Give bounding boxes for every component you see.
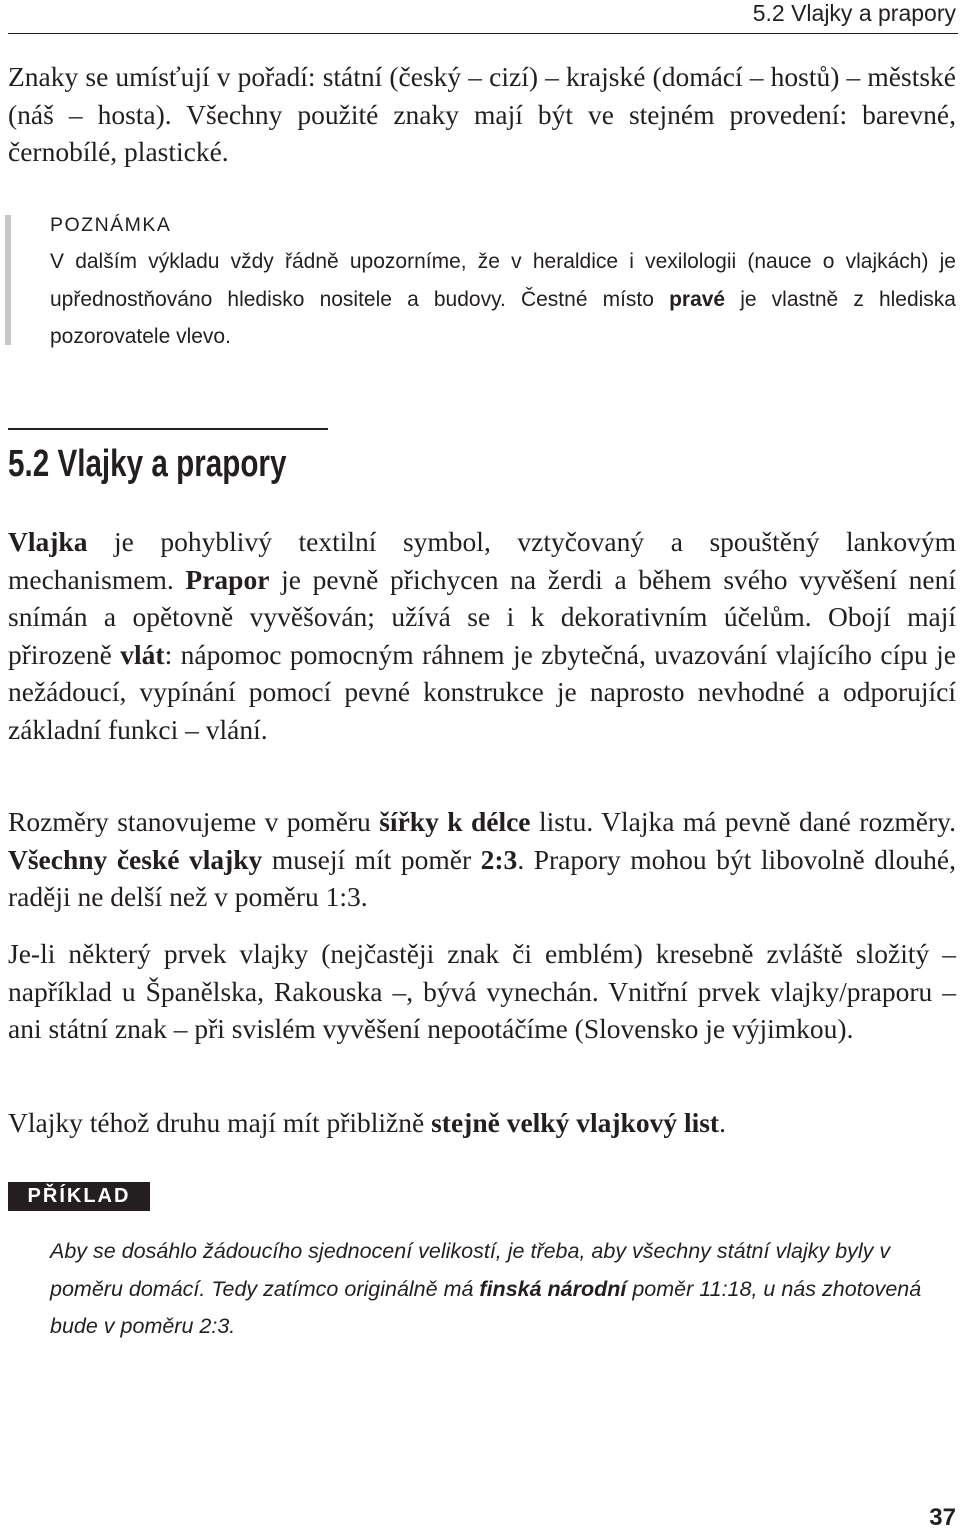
p4-text-1: Vlajky téhož druhu mají mít přibližně xyxy=(8,1107,432,1138)
note-text-1: V dalším výkladu vždy řádně upozorníme, že v heraldice i vexilologii (nauce o vlajkách) je upřednostňováno hledisko nositele a budovy. Čestné místo xyxy=(50,250,956,311)
p2-text-2: listu. Vlajka má pevně dané rozměry. xyxy=(530,806,956,837)
term-sirky-k-delce: šířky k délce xyxy=(379,806,531,837)
running-header: 5.2 Vlajky a prapory xyxy=(752,0,956,26)
term-prapor: Prapor xyxy=(185,563,270,595)
note-paragraph xyxy=(50,243,956,356)
example-bold-1: finská národní xyxy=(479,1276,627,1301)
body-paragraph-4 xyxy=(8,1104,956,1142)
example-text-1: Aby se dosáhlo žádoucího sjednocení velikostí, je třeba, aby všechny státní vlajky byly v poměru domácí. Tedy zatímco originálně má xyxy=(50,1239,891,1301)
p1-text-1: je pohyblivý textilní symbol, vztyčovaný a spouštěný lankovým mechanismem. xyxy=(8,526,956,595)
p1-text-3: : nápomoc pomocným ráhnem je zbytečná, uvazování vlajícího cípu je nežádoucí, vypínání pomocí pevné konstrukce je naprosto nevhodné a odporující základní funkci – vlání. xyxy=(8,638,956,745)
note-text-2: je vlastně z hlediska pozorovatele vlevo. xyxy=(50,287,956,348)
note-sidebar-bar xyxy=(5,215,11,345)
intro-paragraph: Znaky se umísťují v pořadí: státní (český – cizí) – krajské (domácí – hostů) – městské (náš – hosta). Všechny použité znaky mají být ve stejném provedení: barevné, černobílé, plastické. xyxy=(8,61,956,167)
p2-text-1: Rozměry stanovujeme v poměru xyxy=(8,806,380,837)
body-paragraph-2 xyxy=(8,803,956,916)
example-text-2: poměr 11:18, u nás zhotovená bude v poměru 2:3. xyxy=(50,1276,922,1338)
term-vlajka: Vlajka xyxy=(8,526,88,557)
p4-text-2: . xyxy=(719,1107,726,1138)
example-paragraph xyxy=(50,1233,956,1346)
term-vsechny-ceske-vlajky: Všechny české vlajky xyxy=(8,843,263,875)
page-number: 37 xyxy=(929,1504,956,1531)
body-paragraph-3: Je-li některý prvek vlajky (nejčastěji znak či emblém) kresebně zvláště složitý – například u Španělska, Rakouska –, bývá vynechán. Vnitřní prvek vlajky/praporu – ani státní znak – při svislém vyvěšení nepootáčíme (Slovensko je výjimkou). xyxy=(8,938,956,1044)
note-bold-1: pravé xyxy=(669,287,726,311)
note-label: POZNÁMKA xyxy=(50,214,172,236)
p2-text-3: musejí mít poměr xyxy=(262,843,481,875)
term-ratio: 2:3 xyxy=(480,843,518,875)
term-stejne-velky-list: stejně velký vlajkový list xyxy=(431,1107,720,1138)
p2-text-4: . Prapory mohou být libovolně dlouhé, raději ne delší než v poměru 1:3. xyxy=(8,843,956,912)
p1-text-2: je pevně přichycen na žerdi a během svého vyvěšení není snímán a opětovně vyvěšován; užívá se i k dekorativním účelům. Obojí mají přirozeně xyxy=(8,563,957,670)
section-heading: 5.2 Vlajky a prapory xyxy=(8,443,287,485)
body-paragraph-1 xyxy=(8,523,956,748)
example-label: PŘÍKLAD xyxy=(8,1182,150,1211)
section-rule xyxy=(8,428,328,430)
header-rule xyxy=(8,33,958,34)
term-vlat: vlát xyxy=(120,638,165,670)
